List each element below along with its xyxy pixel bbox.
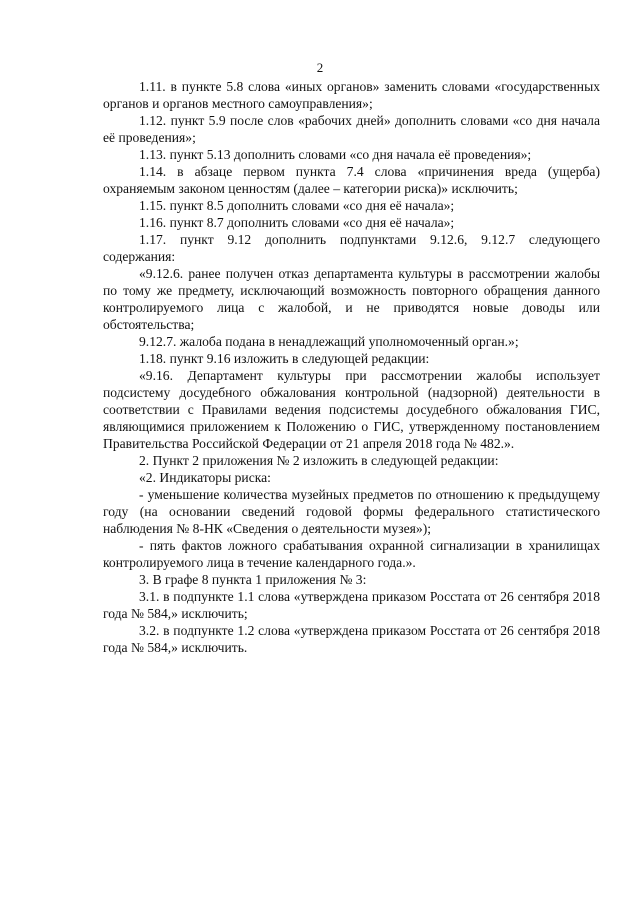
paragraph-indicator-museum-items: - уменьшение количества музейных предметов по отношению к предыдущему году (на основании сведений годовой формы федерального статистического наблюдения № 8-НК «Сведения о деятельности музея»); <box>103 487 600 536</box>
paragraph-1-16: 1.16. пункт 8.7 дополнить словами «со дня её начала»; <box>139 215 455 230</box>
paragraph-9-12-6: «9.12.6. ранее получен отказ департамента культуры в рассмотрении жалобы по тому же предмету, исключающий возможность повторного обращения данного контролируемого лица с жалобой, и не приводятся новые доводы или обстоятельства; <box>103 266 600 332</box>
paragraph-1-12: 1.12. пункт 5.9 после слов «рабочих дней» дополнить словами «со дня начала её проведения»; <box>103 113 600 145</box>
paragraph-1-14: 1.14. в абзаце первом пункта 7.4 слова «причинения вреда (ущерба) охраняемым законом ценностям (далее – категории риска)» исключить; <box>103 164 600 196</box>
paragraph-3-2: 3.2. в подпункте 1.2 слова «утверждена приказом Росстата от 26 сентября 2018 года № 584,» исключить. <box>103 623 600 655</box>
paragraph-1-17: 1.17. пункт 9.12 дополнить подпунктами 9.12.6, 9.12.7 следующего содержания: <box>103 232 600 264</box>
paragraph-3: 3. В графе 8 пункта 1 приложения № 3: <box>139 572 367 587</box>
paragraph-risk-indicators: «2. Индикаторы риска: <box>139 470 271 485</box>
paragraph-1-15: 1.15. пункт 8.5 дополнить словами «со дня её начала»; <box>139 198 455 213</box>
paragraph-9-16: «9.16. Департамент культуры при рассмотрении жалобы использует подсистему досудебного обжалования контрольной (надзорной) деятельности в соответствии с Правилами ведения подсистемы досудебного обжалования ГИС, являющимися приложением к Положению о ГИС, утвержденному постановлением Правительства Российской Федерации от 21 апреля 2018 года № 482.». <box>103 368 600 451</box>
paragraph-1-11: 1.11. в пункте 5.8 слова «иных органов» заменить словами «государственных органов и органов местного самоуправления»; <box>103 79 600 111</box>
paragraph-2: 2. Пункт 2 приложения № 2 изложить в следующей редакции: <box>139 453 499 468</box>
paragraph-indicator-false-alarms: - пять фактов ложного срабатывания охранной сигнализации в хранилищах контролируемого лица в течение календарного года.». <box>103 538 600 570</box>
paragraph-1-13: 1.13. пункт 5.13 дополнить словами «со дня начала её проведения»; <box>139 147 532 162</box>
paragraph-3-1: 3.1. в подпункте 1.1 слова «утверждена приказом Росстата от 26 сентября 2018 года № 584,» исключить; <box>103 589 600 621</box>
paragraph-1-18: 1.18. пункт 9.16 изложить в следующей редакции: <box>139 351 430 366</box>
paragraph-9-12-7: 9.12.7. жалоба подана в ненадлежащий уполномоченный орган.»; <box>139 334 519 349</box>
page-number: 2 <box>316 60 324 75</box>
document-body <box>103 78 600 656</box>
